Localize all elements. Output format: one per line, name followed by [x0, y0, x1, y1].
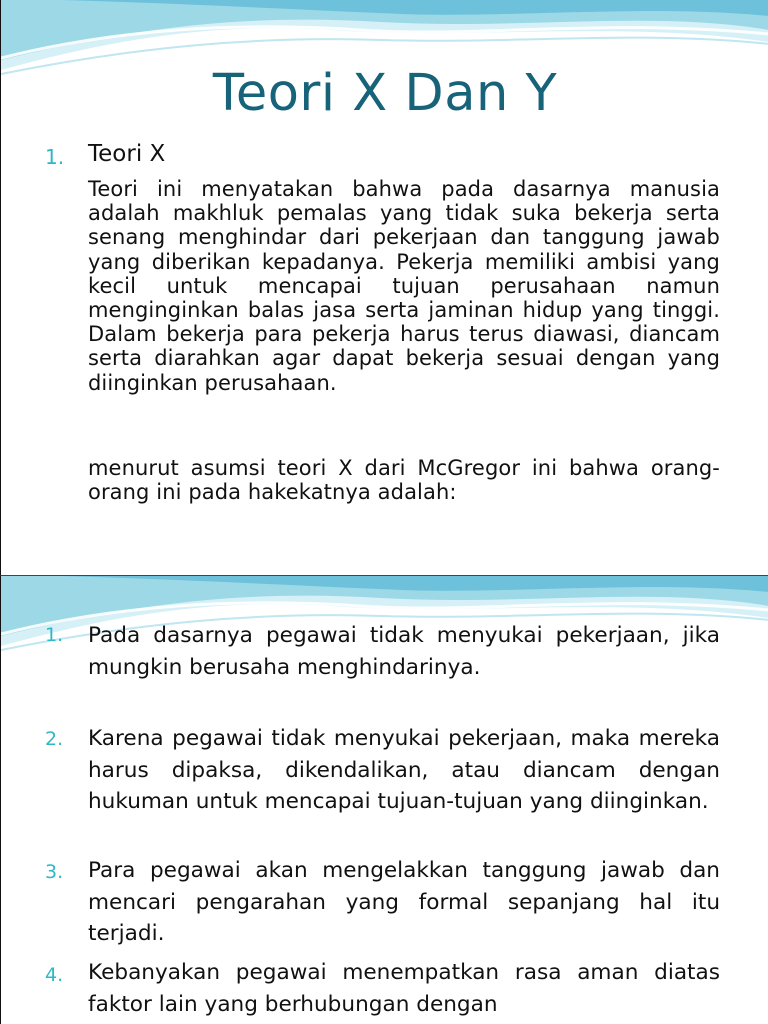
list-item: Pada dasarnya pegawai tidak menyukai pekerjaan, jika mungkin berusaha menghindarinya. — [88, 623, 720, 680]
slide-title: Teori X Dan Y — [212, 64, 558, 123]
body-paragraph: Teori ini menyatakan bahwa pada dasarnya manusia adalah makhluk pemalas yang tidak suka bekerja serta senang menghindar dari pekerjaan dan tanggung jawab yang diberikan kepadanya. Pekerja memiliki ambisi yang kecil untuk mencapai tujuan perusahaan namun menginginkan balas jasa serta jaminan hidup yang tinggi. Dalam bekerja para pekerja harus terus diawasi, diancam serta diarahkan agar dapat bekerja sesuai dengan yang diinginkan perusahaan. — [88, 177, 720, 395]
list-number: 3. — [45, 861, 64, 883]
body-paragraph: menurut asumsi teori X dari McGregor ini bahwa orang-orang ini pada hakekatnya adalah: — [88, 456, 720, 505]
list-number: 1. — [45, 624, 64, 646]
list-number: 4. — [45, 964, 64, 986]
list-number: 1. — [45, 145, 65, 169]
list-number: 2. — [45, 728, 64, 750]
list-item: Karena pegawai tidak menyukai pekerjaan, maka mereka harus dipaksa, dikendalikan, atau diancam dengan hukuman untuk mencapai tujuan-tujuan yang diinginkan. — [88, 726, 720, 815]
slide-2 — [0, 576, 768, 1024]
list-item: Kebanyakan pegawai menempatkan rasa aman diatas faktor lain yang berhubungan dengan — [88, 960, 720, 1017]
list-item: Para pegawai akan mengelakkan tanggung jawab dan mencari pengarahan yang formal sepanjang hal itu terjadi. — [88, 858, 720, 947]
section-heading: Teori X — [88, 141, 166, 167]
